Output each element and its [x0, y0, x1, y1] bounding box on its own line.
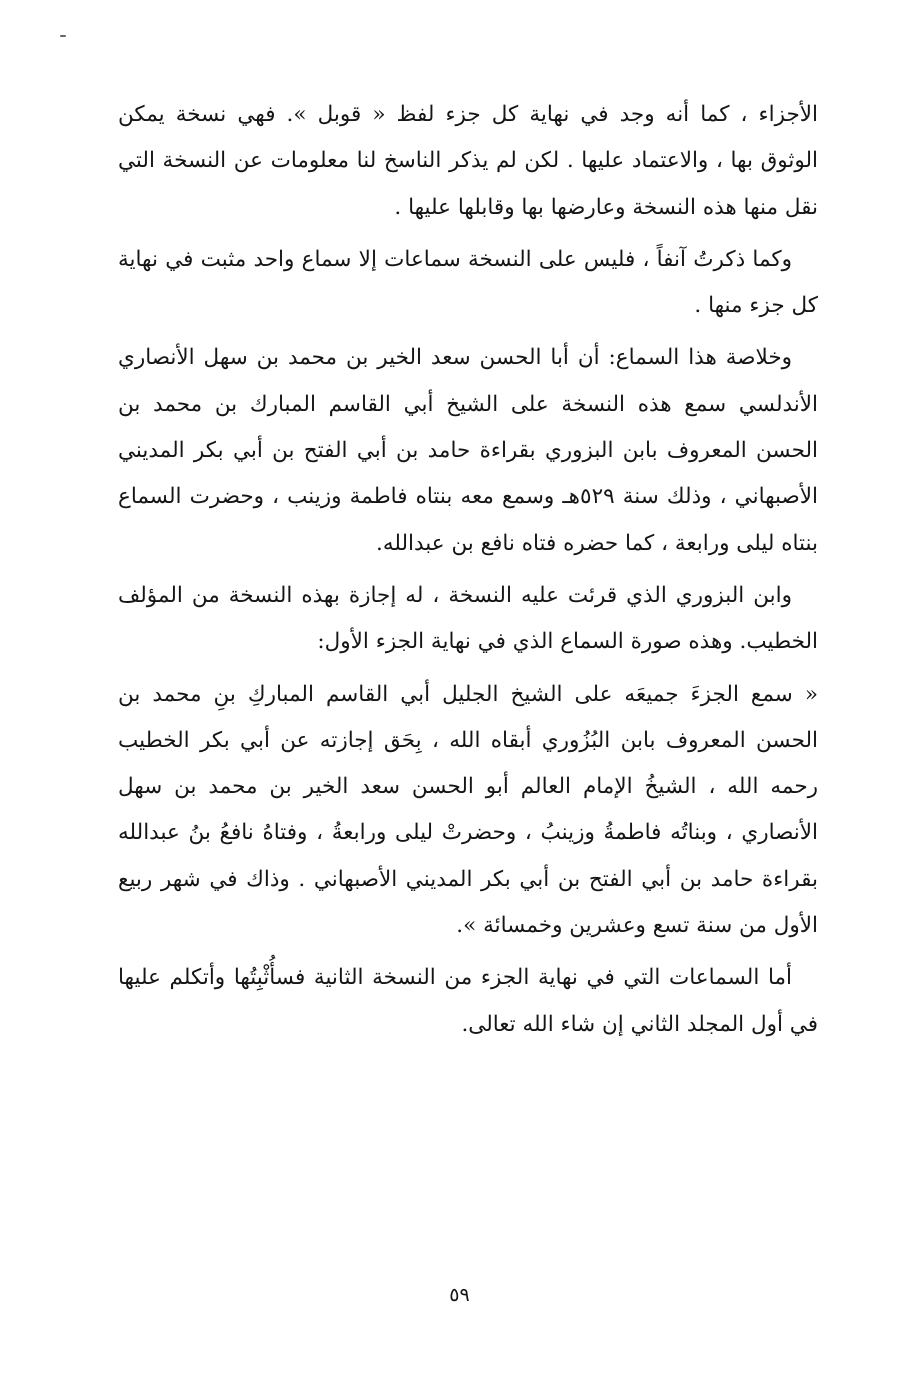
paragraph-5-quote: « سمع الجزءَ جميعَه على الشيخ الجليل أبي القاسم المباركِ بنِ محمد بن الحسن المعروف بابن البُزُوري أبقاه الله ، بِحَق إجازته عن أبي بكر الخطيب رحمه الله ، الشيخُ الإمام العالم أبو الحسن سعد الخير بن محمد بن سهل الأنصاري ، وبناتُه فاطمةُ وزينبُ ، وحضرتْ ليلى ورابعةُ ، وفتاهُ نافعُ بنُ عبدالله بقراءة حامد بن أبي الفتح بن أبي بكر المديني الأصبهاني . وذاك في شهر ربيع الأول من سنة تسع وعشرين وخمسائة ».	[118, 681, 818, 939]
paragraph-3: وخلاصة هذا السماع: أن أبا الحسن سعد الخير بن محمد بن سهل الأنصاري الأندلسي سمع هذه النسخة على الشيخ أبي القاسم المبارك بن محمد بن الحسن المعروف بابن البزوري بقراءة حامد بن أبي الفتح بن أبي بكر المديني الأصبهاني ، وذلك سنة ٥٢٩هـ وسمع معه بنتاه فاطمة وزينب ، وحضرت السماع بنتاه ليلى ورابعة ، كما حضره فتاه نافع بن عبدالله.	[118, 345, 819, 556]
body-text	[118, 92, 818, 1048]
page-number: ٥٩	[449, 1284, 470, 1306]
paragraph-6: أما السماعات التي في نهاية الجزء من النسخة الثانية فسأُثْبِتُها وأتكلم عليها في أول المجلد الثاني إن شاء الله تعالى.	[118, 965, 818, 1037]
paragraph-1: الأجزاء ، كما أنه وجد في نهاية كل جزء لفظ « قوبل ». فهي نسخة يمكن الوثوق بها ، والاعتماد عليها . لكن لم يذكر الناسخ لنا معلومات عن النسخة التي نقل منها هذه النسخة وعارضها بها وقابلها عليها .	[118, 102, 818, 220]
paragraph-4: وابن البزوري الذي قرئت عليه النسخة ، له إجازة بهذه النسخة من المؤلف الخطيب. وهذه صورة السماع الذي في نهاية الجزء الأول:	[118, 582, 818, 655]
paragraph-2: وكما ذكرتُ آنفاً ، فليس على النسخة سماعات إلا سماع واحد مثبت في نهاية كل جزء منها .	[118, 246, 818, 319]
scan-speck	[60, 35, 66, 37]
